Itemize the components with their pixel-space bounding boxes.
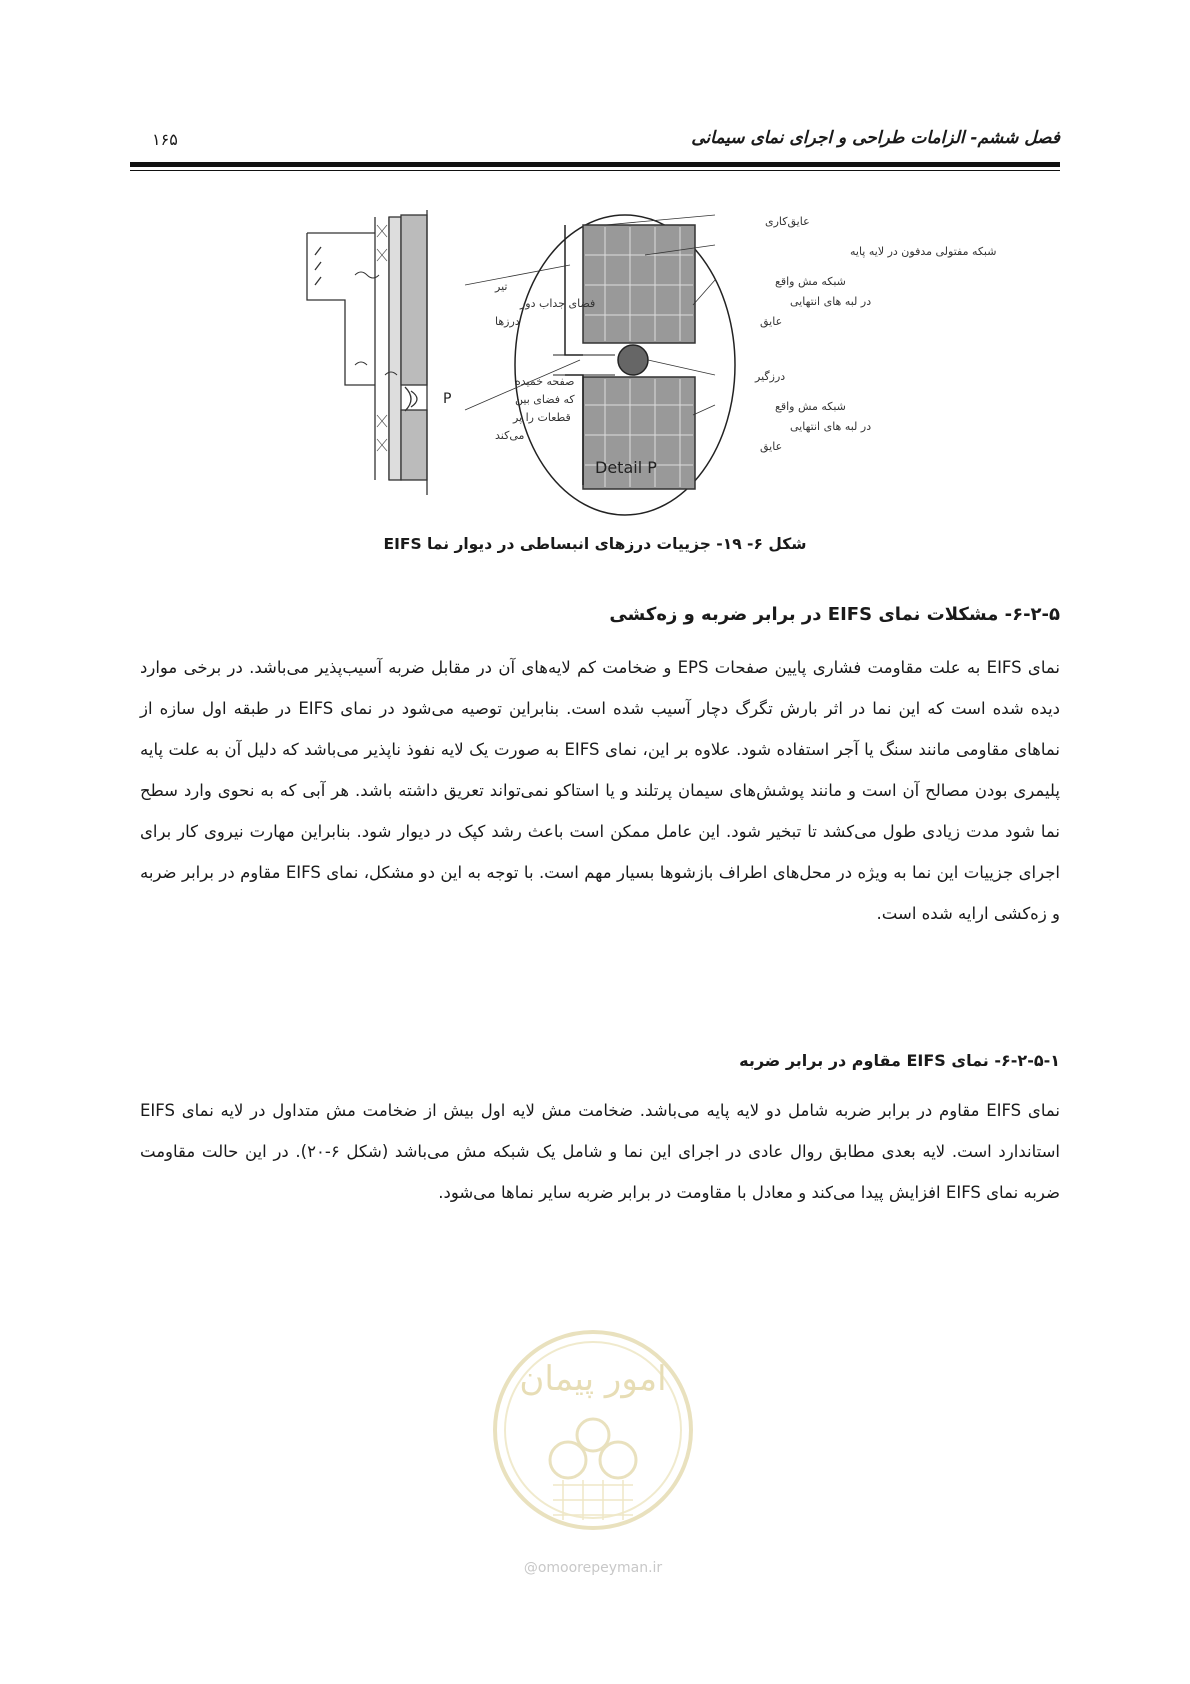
chapter-title: فصل ششم- الزامات طراحی و اجرای نمای سیمانی [691,128,1060,148]
label-mesh-a: شبکه مش واقع [775,275,846,288]
expansion-joint-figure [315,205,997,520]
label-insulation: عایق‌کاری [765,215,810,228]
wall-section-hatch [377,225,387,451]
watermark-url: @omoorepeyman.ir [523,1560,663,1576]
label-joints: درزها [495,315,520,328]
paragraph-text: نمای EIFS مقاوم در برابر ضربه شامل دو لایه پایه می‌باشد. ضخامت مش لایه اول بیش از ضخامت مش متداول در لایه نمای EIFS استاندارد است. لایه بعدی مطابق روال عادی در اجرای این نما و شامل یک شبکه مش می‌باشد (شکل ۶-۲۰). در این حالت مقاومت ضربه نمای EIFS افزایش پیدا می‌کند و معادل با مقاومت در برابر ضربه سایر نماها می‌شود. [140,1101,1060,1202]
watermark-text: امور پیمان [519,1359,667,1399]
label-mesh2-b: در لبه های انتهایی [790,420,872,433]
paragraph-text: نمای EIFS به علت مقاومت فشاری پایین صفحات EPS و ضخامت کم لایه‌های آن در مقابل ضربه آسیب‌پذیر می‌باشد. در برخی موارد دیده شده است که این نما در اثر بارش تگرگ دچار آسیب شده است. بنابراین توصیه می‌شود در نمای EIFS در طبقه اول سازه از نماهای مقاومی مانند سنگ یا آجر استفاده شود. علاوه بر این، نمای EIFS به صورت یک لایه نفوذ ناپذیر می‌باشد که دلیل آن به علت پایه پلیمری بودن مصالح آن است و مانند پوشش‌های سیمان پرتلند و یا استاکو نمی‌تواند تعریق داشته باشد. هر آبی که به نحوی وارد سطح نما شود مدت زیادی طول می‌کشد تا تبخیر شود. این عامل ممکن است باعث رشد کپک در دیوار شود. بنابراین مهارت نیروی کار برای اجرای جزییات این نما به ویژه در محل‌های اطراف بازشوها بسیار مهم است. با توجه به این دو مشکل، نمای EIFS مقاوم در برابر ضربه و زه‌کشی ارایه شده است. [140,658,1061,923]
label-plate-b: که فضای بین [515,393,575,406]
section-heading-6-2-5: ۶-۲-۵- مشکلات نمای EIFS در برابر ضربه و زه‌کشی [609,604,1060,625]
label-mesh2-c: عایق [760,440,783,453]
page-number: ۱۶۵ [152,130,178,149]
wall-section-drawing [307,210,427,495]
detail-p-label: Detail P [595,458,657,477]
section-paragraph-2 [140,1090,1060,1213]
figure-caption: شکل ۶- ۱۹- جزییات درزهای انبساطی در دیوار نما EIFS [383,535,807,553]
page-header [130,118,1060,174]
header-rule-thin [130,170,1060,171]
label-mesh-c: عایق [760,315,783,328]
p-marker: P [443,391,452,407]
label-space: فضای جداب دور [520,297,596,310]
label-sealant: درزگیر [755,370,786,383]
header-rule-thick [130,162,1060,167]
label-plate-a: صفحه خمیده [515,375,575,388]
label-plate-d: می‌کند [495,429,525,442]
watermark-logo [488,1300,698,1560]
label-wire-mesh: شبکه مفتولی مدفون در لایه پایه [850,245,997,258]
label-mesh2-a: شبکه مش واقع [775,400,846,413]
label-beam: تیر [495,280,508,293]
section-heading-6-2-5-1: ۶-۲-۵-۱- نمای EIFS مقاوم در برابر ضربه [739,1051,1060,1070]
section-paragraph-1 [140,647,1060,934]
label-mesh-b: در لبه های انتهایی [790,295,872,308]
label-plate-c: قطعات را پر [513,411,571,424]
